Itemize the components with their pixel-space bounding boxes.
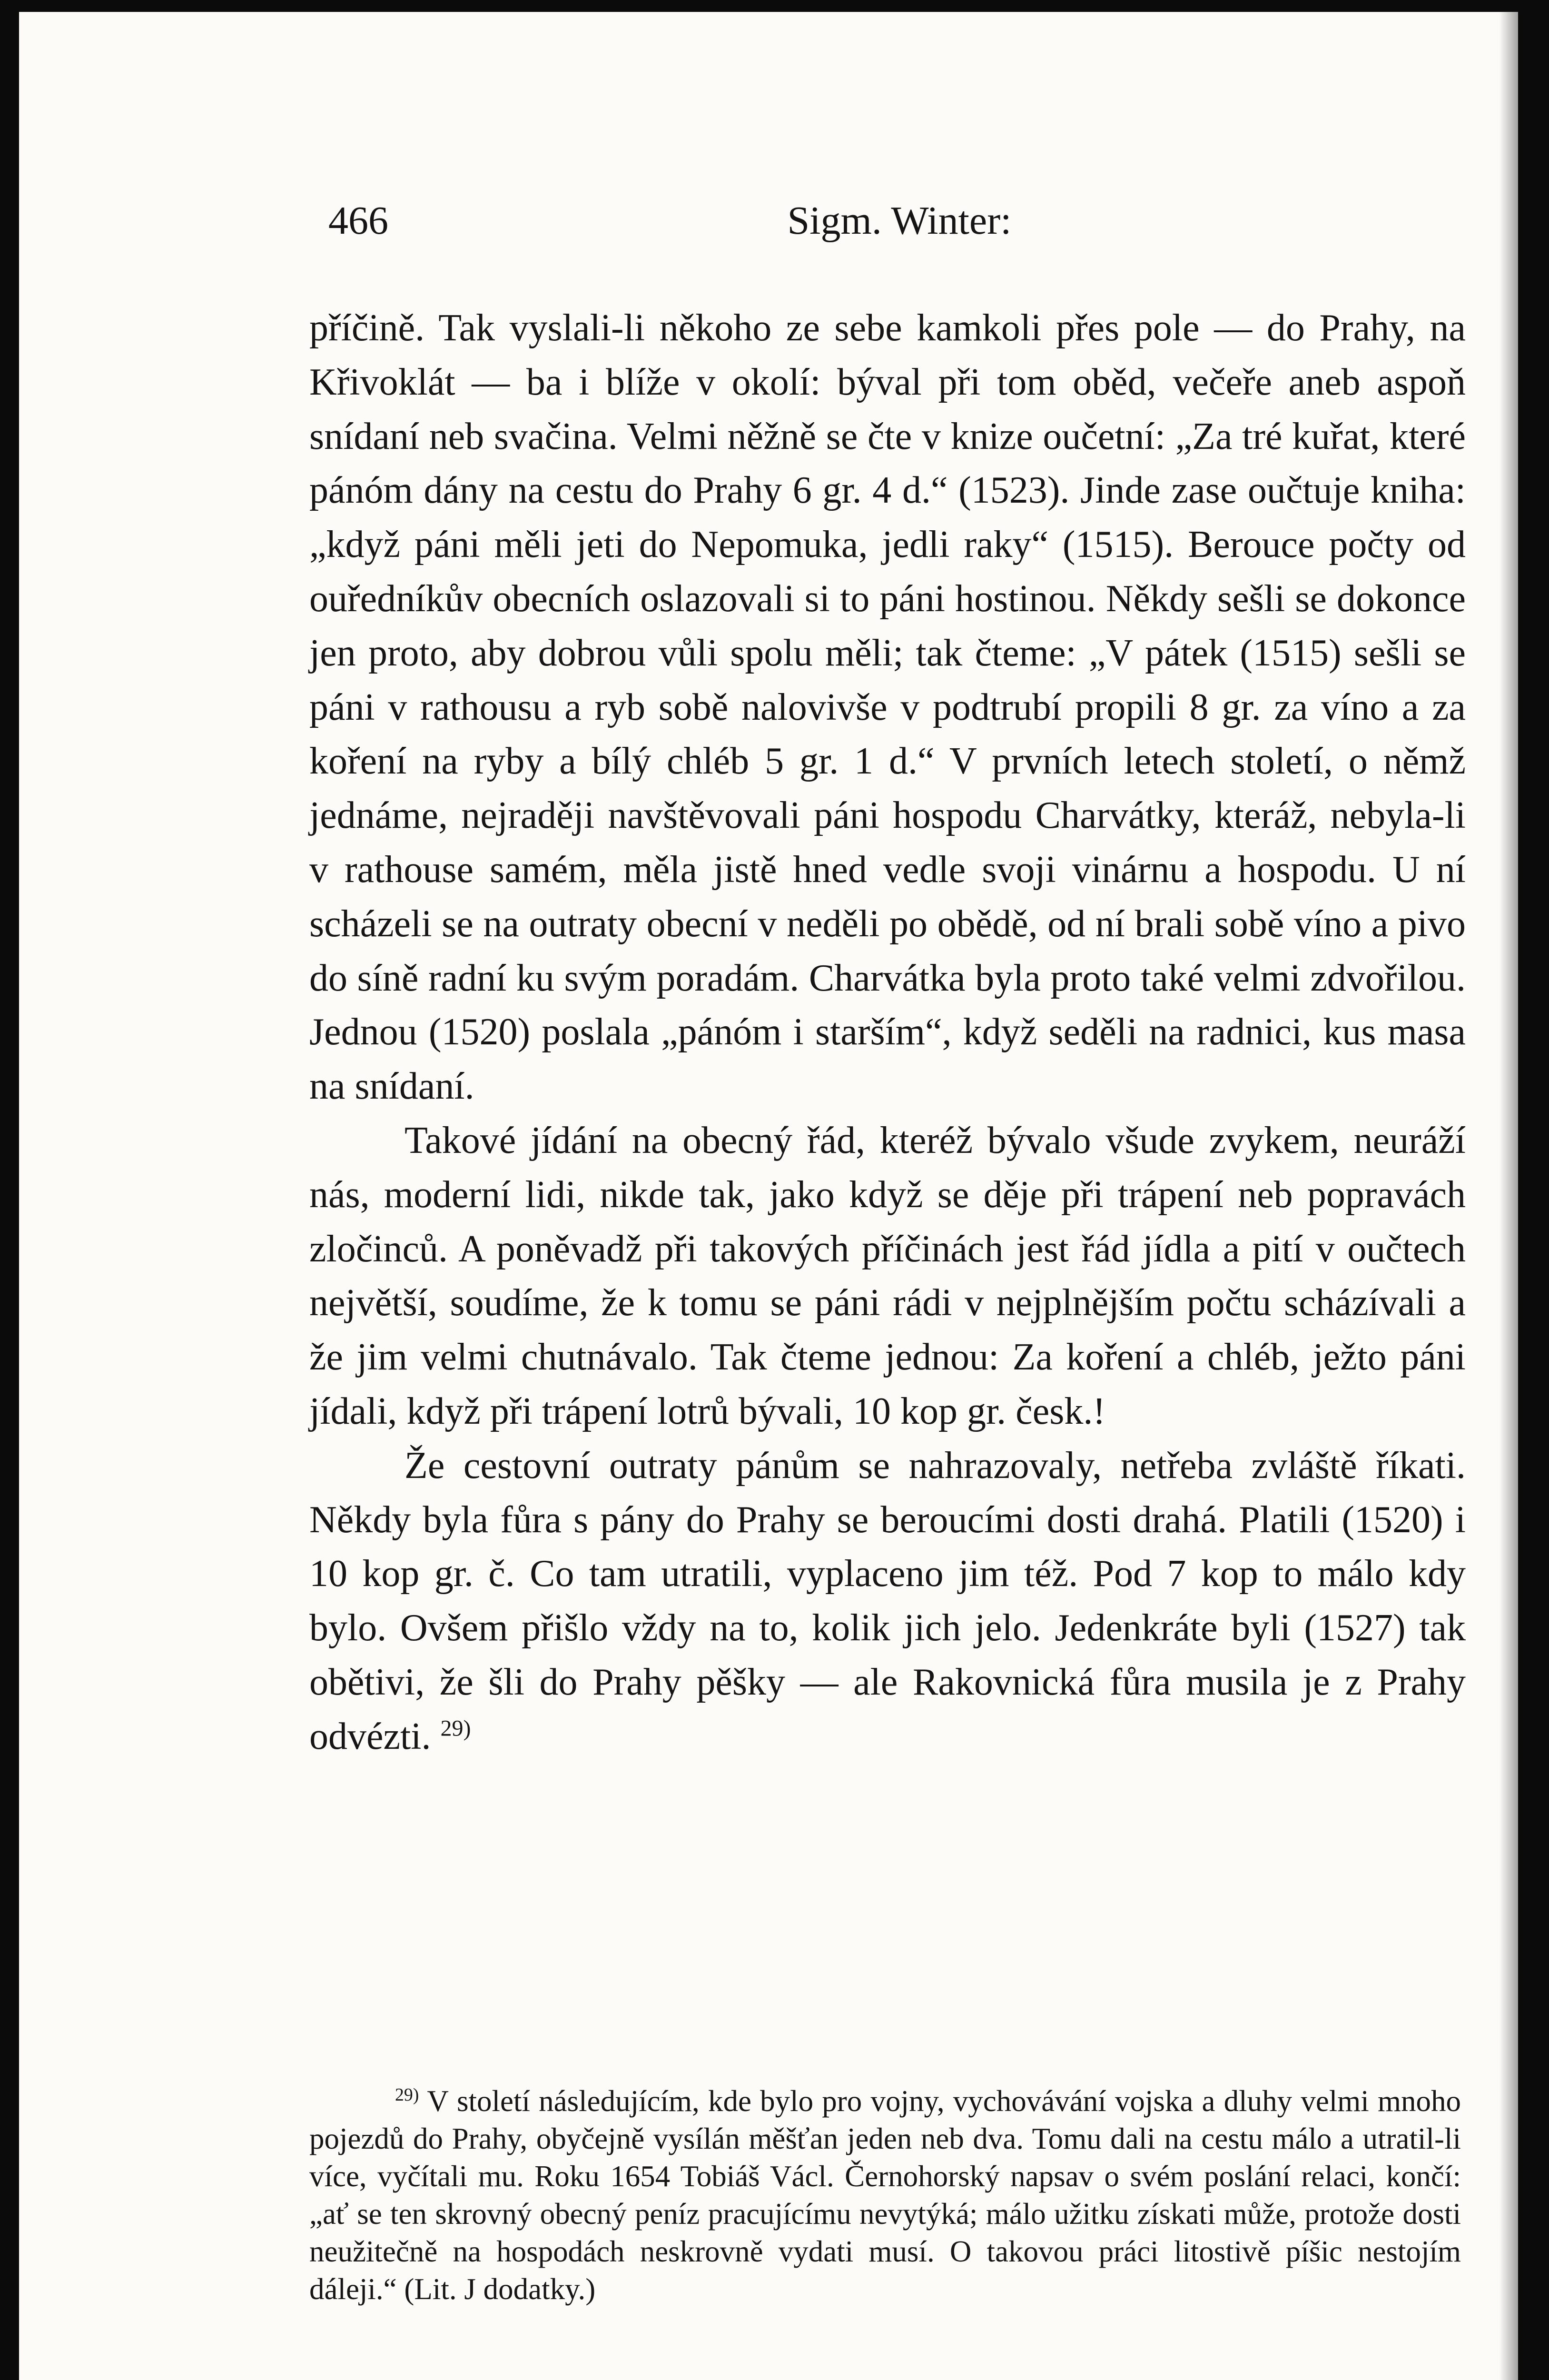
footnote-text: V století následujícím, kde bylo pro vojny, vychovávání vojska a dluhy velmi mnoho pojezdů do Prahy, obyčejně vysílán měšťan jeden neb dva. Tomu dali na cestu málo a utratil-li více, vyčítali mu. Roku 1654 Tobiáš Václ. Černohorský napsav o svém poslání relaci, končí: „ať se ten skrovný obecný peníz pracujícímu nevytýká; málo užitku získati může, protože dosti neužitečně na hospodách neskrovně vydati musí. O takovou práci litostivě píšic nestojím dáleji.“ (Lit. J dodatky.) <box>309 2084 1461 2306</box>
running-head <box>328 198 1470 255</box>
book-page <box>19 12 1518 2380</box>
footnote-marker: 29) <box>395 2085 419 2105</box>
paragraph-3-text: Že cestovní outraty pánům se nahrazovaly, netřeba zvláště říkati. Někdy byla fůra s pány do Prahy se beroucími dosti drahá. Platili (1520) i 10 kop gr. č. Co tam utratili, vyplaceno jim též. Pod 7 kop to málo kdy bylo. Ovšem přišlo vždy na to, kolik jich jelo. Jedenkráte byli (1527) tak obětivi, že šli do Prahy pěšky — ale Rakovnická fůra musila je z Prahy odvézti. <box>309 1444 1466 1757</box>
footnote-reference: 29) <box>440 1716 471 1741</box>
paragraph-1: příčině. Tak vyslali-li někoho ze sebe kamkoli přes pole — do Prahy, na Křivoklát — ba i blíže v okolí: býval při tom oběd, večeře aneb aspoň snídaní neb svačina. Velmi něžně se čte v knize oučetní: „Za tré kuřat, které pánóm dány na cestu do Prahy 6 gr. 4 d.“ (1523). Jinde zase oučtuje kniha: „když páni měli jeti do Nepomuka, jedli raky“ (1515). Berouce počty od ouředníkův obecních oslazovali si to páni hostinou. Někdy sešli se dokonce jen proto, aby dobrou vůli spolu měli; tak čteme: „V pátek (1515) sešli se páni v rathousu a ryb sobě nalovivše v podtrubí propili 8 gr. za víno a za koření na ryby a bílý chléb 5 gr. 1 d.“ V prvních letech století, o němž jednáme, nejraději navštěvovali páni hospodu Charvátky, kteráž, nebyla-li v rathouse samém, měla jistě hned vedle svoji vinárnu a hospodu. U ní scházeli se na outraty obecní v neděli po obědě, od ní brali sobě víno a pivo do síně radní ku svým poradám. Charvátka byla proto také velmi zdvořilou. Jednou (1520) poslala „pánóm i starším“, když seděli na radnici, kus masa na snídaní. <box>309 307 1466 1108</box>
page-edge-shadow <box>1499 12 1518 2380</box>
footnote <box>309 2082 1461 2308</box>
running-head-author: Sigm. Winter: <box>787 198 1012 243</box>
paragraph-2: Takové jídání na obecný řád, kteréž bývalo všude zvykem, neuráží nás, moderní lidi, nikde tak, jako když se děje při trápení neb popravách zločinců. A poněvadž při takových příčinách jest řád jídla a pití v oučtech největší, soudíme, že k tomu se páni rádi v nejplnějším počtu scházívali a že jim velmi chutnávalo. Tak čteme jednou: Za koření a chléb, ježto páni jídali, když při trápení lotrů bývali, 10 kop gr. česk.! <box>309 1119 1466 1432</box>
body-text <box>309 301 1466 1764</box>
page-number: 466 <box>328 198 388 243</box>
paragraph-3 <box>309 1439 1466 1764</box>
